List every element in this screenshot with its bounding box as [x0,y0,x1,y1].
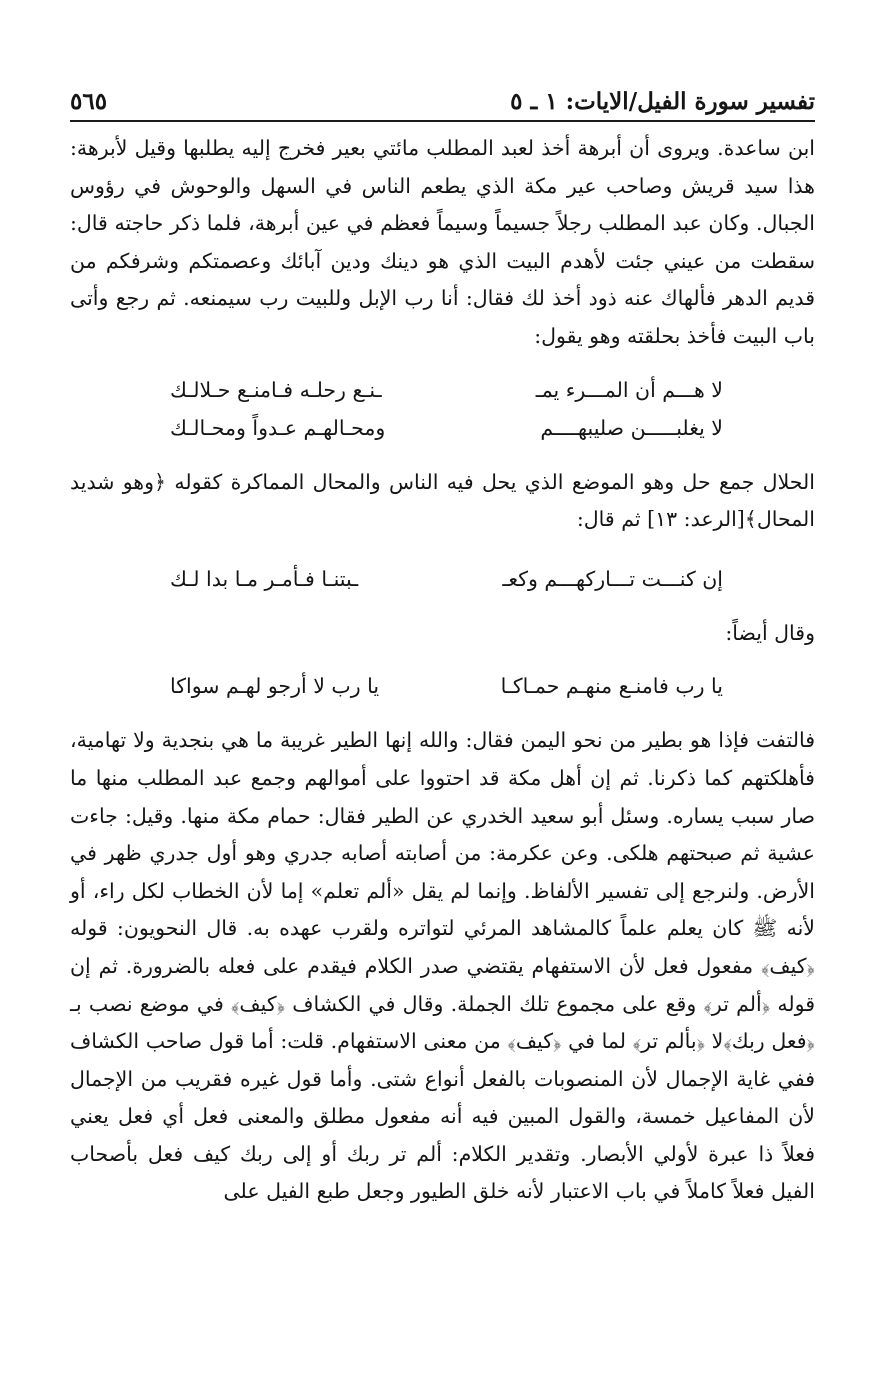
also-said-label: وقال أيضاً: [725,620,815,645]
paragraph-birds-and-grammar: فالتفت فإذا هو بطير من نحو اليمن فقال: والله إنها الطير غريبة ما هي بنجدية ولا تهامية، فأهلكتهم كما ذكرنا. ثم إن أهل مكة قد احتووا على أموالهم وجمع عبد المطلب منها ما صار سبب يساره. وسئل أبو سعيد الخدري عن الطير فقال: حمام مكة منها. وقيل: جاءت عشية ثم صبحتهم هلكى. وعن عكرمة: من أصابته أصابه جدري وهو أول جدري ظهر في الأرض. ولنرجع إلى تفسير الألفاظ. وإنما لم يقل «ألم تعلم» إما لأن الخطاب لكل راء، أو لأنه ﷺ كان يعلم علماً كالمشاهد المرئي لتواتره ولقرب عهده به. قال النحويون: قوله ﴿كيف﴾ مفعول فعل لأن الاستفهام يقتضي صدر الكلام فيقدم على فعله بالضرورة. ثم إن قوله ﴿ألم تر﴾ وقع على مجموع تلك الجملة. وقال في الكشاف ﴿كيف﴾ في موضع نصب بـ ﴿فعل ربك﴾لا ﴿بألم تر﴾ لما في ﴿كيف﴾ من معنى الاستفهام. قلت: أما قول صاحب الكشاف ففي غاية الإجمال لأن المنصوبات بالفعل أنواع شتى. وأما قول غيره فقريب من الإجمال لأن المفاعيل خمسة، والقول المبين فيه أنه مفعول مطلق والمعنى فعل أي فعل يعني فعلاً ذا عبرة لأولي الأبصار. وتقدير الكلام: ألم تر ربك أو إلى ربك كيف فعل بأصحاب الفيل فعلاً كاملاً في باب الاعتبار لأنه خلق الطيور وجعل طبع الفيل على [70,728,815,1204]
verse-4-second-hemistich: يا رب لا أرجو لهـم سواكا [170,674,380,699]
verse-3-first-hemistich: إن كنـــت تـــاركهـــم وكعـ [502,566,723,591]
paragraph-abraha-request: ابن ساعدة. ويروى أن أبرهة أخذ لعبد المطلب مائتي بعير فخرج إليه يطلبها وقيل لأبرهة: هذا سيد قريش وصاحب عير مكة الذي يطعم الناس في السهل والوحوش في رؤوس الجبال. وكان عبد المطلب رجلاً جسيماً وسيماً فعظم في عين أبرهة، فلما ذكر حاجته قال: سقطت من عيني جئت لأهدم البيت الذي هو دينك ودين آبائك وعصمتكم وشرفكم من قديم الدهر فألهاك عنه ذود أخذ لك فقال: أنا رب الإبل وللبيت رب سيمنعه. ثم رجع وأتى باب البيت فأخذ بحلقته وهو يقول: [70,136,815,348]
verse-2-second-hemistich: ومحـالهـم عـدواً ومحـالـك [170,415,386,440]
running-header [70,82,815,122]
verse-3-second-hemistich: ـبتنـا فـأمـر مـا بدا لـك [170,566,359,591]
page-body [70,130,815,1211]
book-page [70,82,815,1211]
poem-verse-4 [170,668,723,706]
paragraph-halal-meaning: الحلال جمع حل وهو الموضع الذي يحل فيه الناس والمحال المماكرة كقوله ﴿وهو شديد المحال﴾[الرعد: ١٣] ثم قال: [70,469,815,532]
poem-verse-1 [170,372,723,410]
page-number: ٥٦٥ [70,88,108,115]
chapter-title: تفسير سورة الفيل/الايات: ١ ـ ٥ [510,88,815,115]
poem-verse-3 [170,561,723,599]
verse-1-second-hemistich: ـنـع رحلـه فـامنـع حـلالـك [170,377,382,402]
poem-verse-2 [170,410,723,448]
verse-2-first-hemistich: لا يغلبـــــن صليبهــــم [540,415,723,440]
verse-1-first-hemistich: لا هـــم أن المـــرء يمـ [535,377,723,402]
verse-4-first-hemistich: يا رب فامنـع منهـم حمـاكـا [500,674,723,699]
